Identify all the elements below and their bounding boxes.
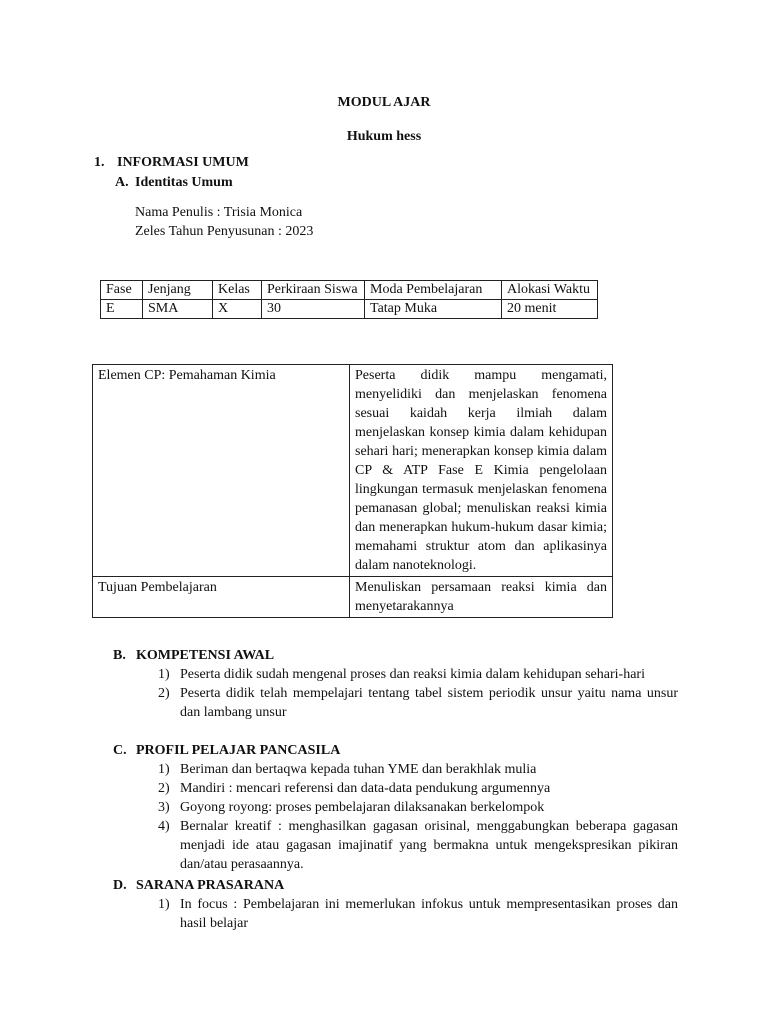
- list-item: [152, 665, 678, 684]
- identity-cell: 30: [262, 300, 365, 319]
- list-item: [152, 798, 678, 817]
- section-d-number: D.: [113, 878, 127, 893]
- section-b-number: B.: [113, 648, 126, 663]
- identity-table-header-row: [101, 281, 598, 300]
- list-item-text: In focus : Pembelajaran ini memerlukan infokus untuk mempresentasikan proses dan hasil belajar: [180, 897, 678, 931]
- list-item-text: Goyong royong: proses pembelajaran dilaksanakan berkelompok: [180, 800, 545, 815]
- cp-table-row: [93, 365, 613, 577]
- cp-table: [92, 364, 613, 618]
- identity-header-cell: Fase: [101, 281, 143, 300]
- learning-goal-label: Tujuan Pembelajaran: [93, 577, 350, 618]
- document-title: MODUL AJAR: [337, 95, 431, 110]
- section-a-number: A.: [115, 175, 129, 190]
- section-1-number: 1.: [94, 155, 105, 170]
- section-c-number: C.: [113, 743, 127, 758]
- list-item-text: Peserta didik telah mempelajari tentang tabel sistem periodik unsur yaitu nama unsur dan lambang unsur: [180, 686, 678, 720]
- identity-cell: Tatap Muka: [365, 300, 502, 319]
- identity-table: [100, 280, 598, 319]
- cp-table-row: [93, 577, 613, 618]
- list-item: [152, 817, 678, 874]
- list-item-text: Mandiri : mencari referensi dan data-data pendukung argumennya: [180, 781, 551, 796]
- identity-header-cell: Kelas: [213, 281, 262, 300]
- identity-cell: SMA: [143, 300, 213, 319]
- identity-header-cell: Jenjang: [143, 281, 213, 300]
- section-b-heading: KOMPETENSI AWAL: [136, 648, 275, 663]
- section-d-heading: SARANA PRASARANA: [136, 878, 285, 893]
- list-item-text: Bernalar kreatif : menghasilkan gagasan orisinal, menggabungkan beberapa gagasan menjadi ide atau gagasan imajinatif yang bermakna untuk mengekspresikan pikiran dan/atau perasaannya.: [180, 819, 678, 872]
- identity-header-cell: Alokasi Waktu: [502, 281, 598, 300]
- section-1-heading: INFORMASI UMUM: [117, 155, 249, 170]
- identity-table-row: [101, 300, 598, 319]
- list-item-text: Peserta didik sudah mengenal proses dan reaksi kimia dalam kehidupan sehari-hari: [180, 667, 645, 682]
- list-item-number: 2): [158, 781, 170, 796]
- identity-cell: 20 menit: [502, 300, 598, 319]
- section-a-heading: Identitas Umum: [135, 175, 233, 190]
- year-line: Zeles Tahun Penyusunan : 2023: [135, 224, 314, 239]
- list-item-number: 1): [158, 667, 170, 682]
- document-subtitle: Hukum hess: [346, 129, 422, 144]
- identity-cell: X: [213, 300, 262, 319]
- learning-goal-text: Menuliskan persamaan reaksi kimia dan menyetarakannya: [350, 577, 613, 618]
- list-item: [152, 895, 678, 933]
- section-b-list: [152, 665, 678, 722]
- list-item: [152, 684, 678, 722]
- list-item-number: 1): [158, 762, 170, 777]
- list-item: [152, 779, 678, 798]
- cp-element-description: Peserta didik mampu mengamati, menyelidiki dan menjelaskan fenomena sesuai kaidah kerja ilmiah dalam menjelaskan konsep kimia dalam kehidupan sehari hari; menerapkan konsep kimia dalam CP & ATP Fase E Kimia pengelolaan lingkungan termasuk menjelaskan fenomena pemanasan global; menuliskan reaksi kimia dan menerapkan hukum-hukum dasar kimia; memahami struktur atom dan aplikasinya dalam nanoteknologi.: [350, 365, 613, 577]
- identity-cell: E: [101, 300, 143, 319]
- list-item-number: 2): [158, 686, 170, 701]
- author-line: Nama Penulis : Trisia Monica: [135, 205, 303, 220]
- list-item-number: 1): [158, 897, 170, 912]
- section-c-list: [152, 760, 678, 874]
- identity-header-cell: Perkiraan Siswa: [262, 281, 365, 300]
- section-d-list: [152, 895, 678, 933]
- list-item-number: 4): [158, 819, 170, 834]
- list-item: [152, 760, 678, 779]
- list-item-number: 3): [158, 800, 170, 815]
- identity-header-cell: Moda Pembelajaran: [365, 281, 502, 300]
- list-item-text: Beriman dan bertaqwa kepada tuhan YME dan berakhlak mulia: [180, 762, 537, 777]
- cp-element-label: Elemen CP: Pemahaman Kimia: [93, 365, 350, 577]
- section-c-heading: PROFIL PELAJAR PANCASILA: [136, 743, 341, 758]
